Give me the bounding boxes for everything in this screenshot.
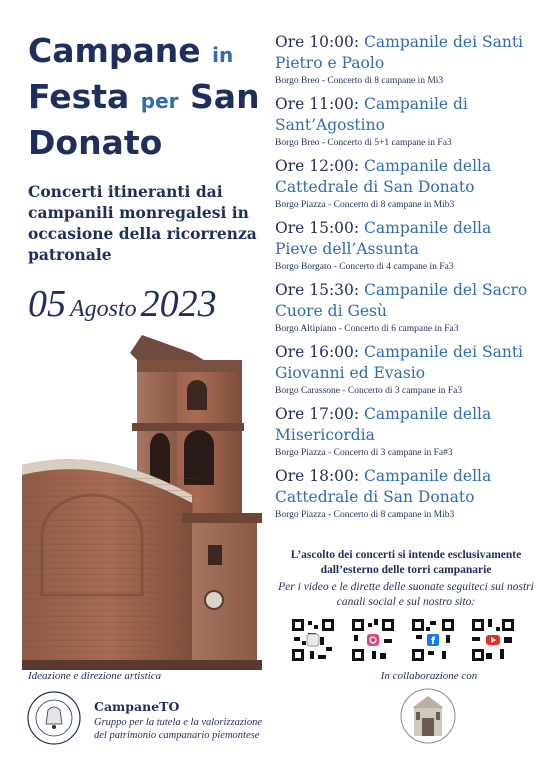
event-detail: Borgo Carassone - Concerto di 3 campane in Fa3 [275, 386, 463, 396]
date-year: 2023 [140, 283, 217, 325]
title-word-donato: Donato [28, 123, 163, 162]
event-place: Campanile della Cattedrale di San Donato [275, 157, 492, 196]
schedule-item [275, 466, 537, 521]
event-time: Ore 12:00: [275, 157, 360, 175]
event-time: Ore 10:00: [275, 33, 360, 51]
campaneto-seal-logo [26, 690, 82, 746]
date-day: 05 [28, 283, 66, 325]
event-time: Ore 15:00: [275, 219, 360, 237]
event-time: Ore 17:00: [275, 405, 360, 423]
youtube-qr-icon[interactable] [470, 617, 516, 663]
schedule-item [275, 280, 537, 335]
svg-text:f: f [430, 636, 436, 647]
schedule-item [275, 156, 537, 211]
event-time: Ore 16:00: [275, 343, 360, 361]
event-place: Campanile della Misericordia [275, 405, 492, 444]
title-word-per: per [140, 89, 179, 113]
facebook-qr-icon[interactable] [410, 617, 456, 663]
event-place: Campanile della Pieve dell’Assunta [275, 219, 492, 258]
event-detail: Borgo Breo - Concerto di 8 campane in Mi3 [275, 76, 444, 86]
event-detail: Borgo Altipiano - Concerto di 6 campane in Fa3 [275, 324, 459, 334]
schedule-item [275, 404, 537, 459]
event-place: Campanile dei Santi Giovanni ed Evasio [275, 343, 524, 382]
event-detail: Borgo Piazza - Concerto di 8 campane in Mib3 [275, 200, 455, 210]
org-description: Gruppo per la tutela e la valorizzazione del patrimonio campanario piemontese [94, 717, 262, 741]
event-date [28, 282, 278, 326]
collaboration-label: In collaborazione con [380, 670, 478, 682]
event-detail: Borgo Breo - Concerto di 5+1 campane in Fa3 [275, 138, 452, 148]
poster-subtitle: Concerti itineranti dai campanili monregalesi in occasione della ricorrenza patronale [28, 182, 257, 264]
org-name: CampaneTO [94, 699, 180, 714]
date-month: Agosto [70, 296, 137, 322]
title-word-in: in [212, 43, 234, 67]
event-time: Ore 11:00: [275, 95, 360, 113]
bell-tower-photo [22, 335, 262, 670]
title-word-san: San [190, 77, 260, 116]
schedule-item [275, 32, 537, 87]
cathedral-seal-logo [400, 684, 456, 746]
website-qr-icon[interactable] [290, 617, 336, 663]
qr-code-row [290, 617, 526, 665]
listening-notice: L’ascolto dei concerti si intende esclusivamente dall’esterno delle torri campanarie [290, 549, 522, 576]
event-place: Campanile del Sacro Cuore di Gesù [275, 281, 528, 320]
poster-title [28, 30, 278, 164]
title-word-festa: Festa [28, 77, 130, 116]
concert-schedule [275, 32, 537, 528]
event-detail: Borgo Piazza - Concerto di 3 campane in Fa#3 [275, 448, 453, 458]
event-place: Campanile della Cattedrale di San Donato [275, 467, 492, 506]
event-time: Ore 15:30: [275, 281, 360, 299]
event-detail: Borgo Borgato - Concerto di 4 campane in Fa3 [275, 262, 454, 272]
event-detail: Borgo Piazza - Concerto di 8 campane in Mib3 [275, 510, 455, 520]
title-word-campane: Campane [28, 31, 201, 70]
event-time: Ore 18:00: [275, 467, 360, 485]
schedule-item [275, 218, 537, 273]
social-note: Per i video e le dirette delle suonate seguiteci sui nostri canali social e sul nostro sito: [278, 581, 534, 608]
schedule-item [275, 94, 537, 149]
schedule-item [275, 342, 537, 397]
instagram-qr-icon[interactable] [350, 617, 396, 663]
artistic-direction-label: Ideazione e direzione artistica [28, 670, 162, 682]
event-place: Campanile dei Santi Pietro e Paolo [275, 33, 524, 72]
event-place: Campanile di Sant’Agostino [275, 95, 468, 134]
